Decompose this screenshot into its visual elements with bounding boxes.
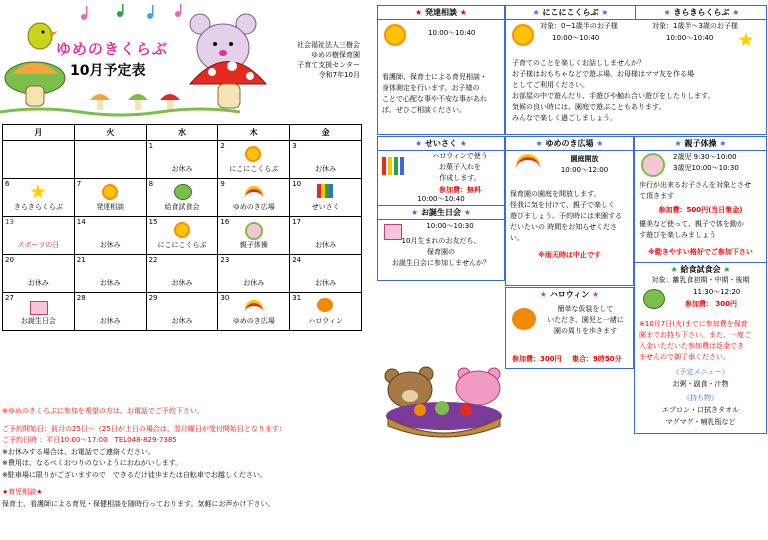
kosodate-box [505,5,767,135]
day-number: 17 [292,218,302,226]
day-event: お休み [99,279,121,287]
day-event: ゆめのき広場 [232,317,275,325]
seisaku-header: ★ せいさく ★ [378,137,504,151]
tanjo-line: お誕生日会に参加しませんか？ [392,259,490,267]
halloween-fee: 参加費：300円 [512,355,562,363]
day-event: スポーツの日 [17,241,60,249]
taiso-title: 親子体操 [684,139,717,148]
hattatsu-box [377,5,505,135]
day-event: お休み [99,317,121,325]
music-note-icon [81,4,182,20]
halloween-title: ハロウィン [549,290,590,299]
calendar-day-cell [3,217,75,255]
kira-target: 対象：1歳半～3歳のお子様 [652,22,738,30]
melon-icon [174,184,192,200]
calendar-week-row [3,255,362,293]
halloween-line: 園の周りを歩きます [554,327,617,335]
hiroba-line: 怪我に気を付けて、親子で楽しく [510,201,615,209]
calendar-day-cell [3,255,75,293]
melon-icon [643,289,665,309]
halloween-header: ★ ハロウィン ★ [539,290,600,299]
day-number: 23 [220,256,230,264]
day-number: 24 [292,256,302,264]
calendar-day-cell [74,217,146,255]
small-mushroom-icon [90,94,180,110]
day-event: お休み [315,165,337,173]
kyushoku-line: 入金いただいた参加費は返金でき [639,342,744,350]
mushroom-icon [5,62,65,106]
kyushoku-fee: 参加費： 300円 [685,300,738,308]
day-event: お誕生日会 [20,317,56,325]
taiso-header: ★ 親子体操 ★ [635,137,766,151]
day-number: 21 [76,256,86,264]
kid-icon [641,153,665,177]
tanjo-header: ★ お誕生日会 ★ [378,206,504,220]
tanjo-text [378,236,504,269]
seisaku-title: せいさく [425,139,457,148]
rainbow-icon [245,303,263,314]
halloween-text [538,304,633,337]
day-event: 親子体操 [239,241,268,249]
calendar-day-cell [146,217,218,255]
sun-icon [102,184,118,200]
day-number: 7 [76,180,82,188]
day-event: お休み [171,279,193,287]
niko-target: 対象：0~1歳半のお子様 [540,22,618,30]
kyushoku-line: ※10月7日(火)までに参加費を保育 [639,320,748,328]
mochimono-line: エプロン・口拭きタオル [662,406,739,414]
halloween-line: いただき、園児と一緒に [547,316,624,324]
day-event: お休み [99,241,121,249]
day-event: お休み [243,279,265,287]
pig-icon [456,368,500,405]
seisaku-line: お菓子入れを [439,163,481,171]
day-number: 22 [148,256,158,264]
hattatsu-title: 発達相談 [425,8,457,17]
calendar-day-cell [3,141,75,179]
niko-time: 10:00～10:40 [552,34,600,42]
tanjo-line: 10月生まれのお友だち、 [401,237,481,245]
day-event: にこにこくらぶ [157,241,207,249]
day-event: にこにこくらぶ [229,165,279,173]
day-number: 27 [5,294,14,302]
day-number: 8 [148,180,154,188]
note-line: ※ゆめのきくらぶに参加を希望の方は、お電話でご予約下さい。 [2,407,204,415]
rainbow-icon [245,189,263,200]
calendar-day-cell [146,141,218,179]
day-event: お休み [315,279,337,287]
kosodate-line: お子様はおもちゃなどで遊ぶ場、お母様はママ友を作る場 [512,70,694,78]
pumpkin-icon [512,308,536,330]
sun-icon [384,24,406,46]
day-number: 9 [220,180,225,188]
niko-header: ★ にこにこくらぶ ★ [506,6,635,20]
hattatsu-line: 看護師、保育士による育児相談・ [382,73,487,81]
weekday-header: 火 [74,125,146,141]
kosodate-text [512,58,764,124]
calendar-day-cell [146,293,218,331]
calendar-day-cell [3,293,75,331]
kyushoku-line: 園までお持ち下さい。また、一度ご [639,331,751,339]
note-line: ※費用は、なるべくおつりのないようにおねがいします。 [2,459,183,467]
calendar-day-cell [290,217,362,255]
calendar-day-cell [218,293,290,331]
tanjo-box [377,205,505,281]
day-number: 16 [220,218,230,226]
cake-icon [30,301,48,315]
star-icon [30,184,46,200]
day-event: お休み [27,279,49,287]
note-line: ※お休みする場合は、お電話でご連絡ください。 [2,447,155,456]
red-mushroom-icon [190,61,266,108]
day-number: 30 [220,294,230,302]
tanjo-title: お誕生日会 [421,208,461,217]
taiso-line: 優美など使って、親子で体を動か [639,220,744,228]
day-number: 2 [220,142,225,150]
calendar-table [2,124,362,331]
kyushoku-title: 給食試食会 [680,265,721,274]
note-line: ご予約開始日：前月の25日～（25日が土日の場合は、翌月曜日が受付開始日となります） [2,424,286,433]
month-title: 10月予定表 [70,63,146,79]
hattatsu-time: 10:00～10:40 [428,29,476,37]
weekday-header: 木 [218,125,290,141]
kyushoku-target: 対象：離乳食初期・中期・後期 [651,276,750,284]
day-number: 10 [292,180,302,188]
day-number: 1 [148,142,154,150]
kosodate-line: みんなで楽しく過ごしましょう。 [512,114,617,122]
sun-icon [245,146,261,162]
calendar-day-cell [290,141,362,179]
menu-text: お粥・副食・汁物 [672,380,729,388]
kira-title: きらきらくらぶ [673,8,730,17]
calendar-day-cell [74,293,146,331]
hiroba-head: 園庭開放 [570,155,599,163]
taiso-text-2 [639,219,765,241]
note-line: 保育士、看護師による育児・保健相談を随時行っております。気軽にお声かけ下さい。 [2,499,275,508]
calendar-day-cell [218,141,290,179]
seisaku-fee: 参加費：無料 [439,186,481,194]
mochimono-line: マグマグ・哺乳瓶など [665,418,736,426]
calendar-day-cell [290,255,362,293]
day-number: 13 [5,218,14,226]
tanjo-line: 保育園の [427,248,455,256]
kyushoku-time: 11:30～12:20 [693,288,741,296]
note-line: ★育児相談★ [2,488,43,496]
calendar-day-cell [290,293,362,331]
calendar-day-cell [218,179,290,217]
org-line: 子育て支援センター [297,61,360,69]
day-number: 20 [5,256,14,264]
day-number: 14 [76,218,86,226]
organization-info [268,40,360,80]
halloween-box [505,287,634,369]
kosodate-line: 気候の良い時には、園庭で遊ぶこともあります。 [512,103,666,111]
calendar-day-cell [218,255,290,293]
hiroba-line: い。 [510,234,524,242]
kira-time: 10:00～10:40 [666,34,714,42]
club-title: ゆめのきくらぶ [56,40,169,58]
hiroba-line: 保育園の園庭を開放します。 [510,190,601,198]
day-event: お休み [171,165,193,173]
hiroba-title: ゆめのき広場 [545,139,594,148]
day-event: せいさく [311,203,340,211]
org-line: 令和7年10月 [318,71,360,79]
bears-basket-illustration [380,362,510,442]
halloween-meet: 集合：9時50分 [572,355,622,363]
day-event: 発達相談 [96,203,125,211]
taiso-line: 歩行が出来るお子さんを対象とさせ [639,181,751,189]
pumpkin-icon [317,298,333,312]
tanjo-time: 10:00～10:30 [426,222,474,230]
day-number: 15 [148,218,158,226]
day-event: ハロウィン [308,317,343,325]
kosodate-line: お部屋の中で遊んだり、手遊びや触れ合い遊びをしたりします。 [512,92,715,100]
seisaku-box [377,136,505,206]
hattatsu-line: ば、ぜひご相談ください。 [382,106,466,114]
mochimono-heading: 《持ち物》 [683,394,718,402]
calendar-week-row [3,293,362,331]
day-event: ゆめのき広場 [232,203,275,211]
halloween-line: 簡単な仮装をして [557,305,614,313]
hiroba-rain: ※雨天時は中止です [538,251,601,259]
hiroba-text [510,189,632,244]
notes-section [2,406,362,510]
day-event: きらきらくらぶ [13,203,63,211]
weekday-header: 金 [290,125,362,141]
day-event: お休み [315,241,337,249]
taiso-fee: 参加費：500円(当日集金) [658,206,743,214]
day-event: 給食試食会 [164,203,200,211]
day-number: 28 [76,294,86,302]
seisaku-line: 作成します。 [439,174,481,182]
taiso-time-2: 2歳児 9:30～10:00 [673,153,737,161]
day-number: 6 [5,180,10,188]
hiroba-time: 10:00～12:00 [560,166,609,174]
taiso-text-1 [639,180,765,202]
seisaku-time: 10:00～10:40 [417,195,465,203]
calendar-day-cell [146,255,218,293]
hattatsu-line: 身体測定を行います。お子様の [382,84,480,92]
taiso-line: て頂きます [639,192,674,200]
calendar-day-cell [290,179,362,217]
calendar-week-row [3,179,362,217]
seisaku-text [418,151,502,184]
kyushoku-header: ★ 給食試食会 ★ [670,265,731,274]
day-number: 3 [292,142,297,150]
menu-heading: 《予定メニュー》 [672,368,729,376]
kosodate-line: 子育てのことを楽しくお話ししませんか？ [512,59,645,67]
day-number: 31 [292,294,302,302]
sun-icon [512,24,534,46]
weekday-header: 月 [3,125,75,141]
weekday-header: 水 [146,125,218,141]
day-event: お休み [171,317,193,325]
hiroba-box [505,136,634,286]
calendar-day-cell [3,179,75,217]
niko-title: にこにこくらぶ [542,8,599,17]
hattatsu-text [382,72,502,116]
org-line: 社会福祉法人三樹会 [297,41,360,49]
crayon-icon [317,184,333,198]
kyushoku-box [634,262,767,434]
taiso-line: す遊びを楽しみましょう [639,231,716,239]
calendar-day-cell [146,179,218,217]
calendar-week-row [3,141,362,179]
bird-icon [28,23,58,49]
kid-icon [245,222,263,240]
hiroba-header: ★ ゆめのき広場 ★ [506,137,633,151]
calendar-header-row [3,125,362,141]
calendar-day-cell [74,255,146,293]
org-line: ゆめの樹保育園 [311,51,360,59]
bear-icon [385,367,433,408]
day-number: 29 [148,294,158,302]
note-line: ※駐車場に限りがございますので できるだけ徒歩または自転車でお越しください。 [2,470,267,479]
hattatsu-header: ★ 発達相談 ★ [378,6,504,20]
seisaku-line: ハロウィンで使う [432,152,488,160]
taiso-box [634,136,767,263]
calendar-day-cell [74,179,146,217]
star-icon [738,32,754,48]
kira-header: ★ きらきらくらぶ ★ [635,6,767,20]
kosodate-line: としてご利用ください。 [512,81,589,89]
taiso-time-3: 3歳児10:00～10:30 [673,164,739,172]
hiroba-line: だいたいの 時間をお知らせくださ [510,223,618,231]
hattatsu-line: ことで心配な事や不安な事があれ [382,95,487,103]
calendar-day-cell [74,141,146,179]
hiroba-line: 遊びましょう。予約時には来園する [510,212,622,220]
calendar-day-cell [218,217,290,255]
crayon-icon [382,157,404,175]
kyushoku-notice [639,319,765,363]
sun-icon [174,222,190,238]
kyushoku-line: ませんので御了承ください。 [639,353,730,361]
taiso-note: ※動きやすい格好でご参加下さい [648,248,753,256]
calendar-week-row [3,217,362,255]
note-line: ご予約日時 ：平日10:00～17:00 TEL048-829-7385 [2,436,177,444]
basket-icon [386,401,502,437]
